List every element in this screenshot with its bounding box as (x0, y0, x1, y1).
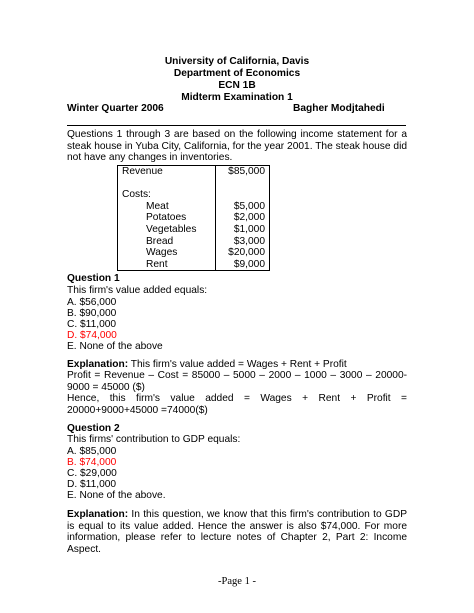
q1-option-c: C. $11,000 (67, 319, 117, 330)
q1-option-e: E. None of the above (67, 341, 163, 352)
university-name: University of California, Davis (164, 56, 310, 67)
table-row (118, 236, 270, 248)
cost-label: Vegetables (146, 223, 197, 235)
cost-value: $1,000 (233, 223, 265, 235)
table-row (118, 166, 270, 178)
cost-value: $5,000 (233, 200, 265, 212)
q2-option-e: E. None of the above. (67, 490, 166, 501)
cost-value: $9,000 (233, 258, 265, 270)
q2-option-d: D. $11,000 (67, 479, 117, 490)
q1-option-d-correct: D. $74,000 (67, 330, 117, 341)
header-divider (67, 125, 406, 126)
instructor: Bagher Modjtahedi (293, 103, 385, 114)
question-1-title: Question 1 (67, 273, 120, 284)
q1-explanation-label: Explanation: (67, 359, 129, 370)
cost-label: Potatoes (146, 212, 187, 224)
table-row (118, 189, 270, 201)
table-row (118, 259, 270, 271)
q2-option-a: A. $85,000 (67, 446, 117, 457)
term: Winter Quarter 2006 (67, 103, 164, 114)
cost-value: $2,000 (233, 212, 265, 224)
course-code: ECN 1B (218, 80, 256, 91)
table-row (118, 212, 270, 224)
table-row (118, 201, 270, 213)
cost-label: Bread (146, 235, 174, 247)
q2-option-c: C. $29,000 (67, 468, 117, 479)
table-row (118, 224, 270, 236)
intro-paragraph: Questions 1 through 3 are based on the following income statement for a steak house in Yuba City, California, for the year 2001. The steak house did not have any changes in inventories. (67, 129, 407, 163)
income-statement-table (117, 165, 270, 271)
table-row (118, 178, 270, 190)
cost-label: Meat (146, 200, 169, 212)
q1-option-a: A. $56,000 (67, 297, 117, 308)
exam-title: Midterm Examination 1 (181, 92, 293, 103)
question-2-prompt: This firms' contribution to GDP equals: (67, 434, 241, 445)
cost-label: Wages (146, 247, 178, 259)
q2-option-b-correct: B. $74,000 (67, 457, 117, 468)
question-2-title: Question 2 (67, 423, 120, 434)
q1-explanation-line-1: Explanation: This firm's value added = Wages + Rent + Profit (67, 359, 347, 370)
cost-value: $20,000 (228, 247, 265, 259)
revenue-label: Revenue (118, 166, 216, 178)
q1-explanation-line-2: Profit = Revenue – Cost = 85000 – 5000 – 2000 – 1000 – 3000 – 20000- 9000 = 45000 ($) (67, 370, 407, 393)
revenue-value: $85,000 (228, 166, 265, 177)
table-row (118, 247, 270, 259)
q2-explanation: Explanation: In this question, we know that this firm's contribution to GDP is equal to its value added. Hence the answer is also $74,000. For more information, please refer to lecture notes of Chapter 2, Part 2: Income Aspect. (67, 509, 407, 555)
q1-option-b: B. $90,000 (67, 308, 117, 319)
question-1-prompt: This firm's value added equals: (67, 285, 208, 296)
page-number: -Page 1 - (218, 576, 256, 587)
department-name: Department of Economics (173, 68, 301, 79)
cost-value: $3,000 (233, 235, 265, 247)
q1-explanation-line-3: Hence, this firm's value added = Wages + Rent + Profit = 20000+9000+45000 =74000($) (67, 393, 407, 416)
q2-explanation-label: Explanation: (67, 509, 129, 520)
costs-label: Costs: (118, 189, 216, 201)
cost-label: Rent (146, 258, 168, 270)
